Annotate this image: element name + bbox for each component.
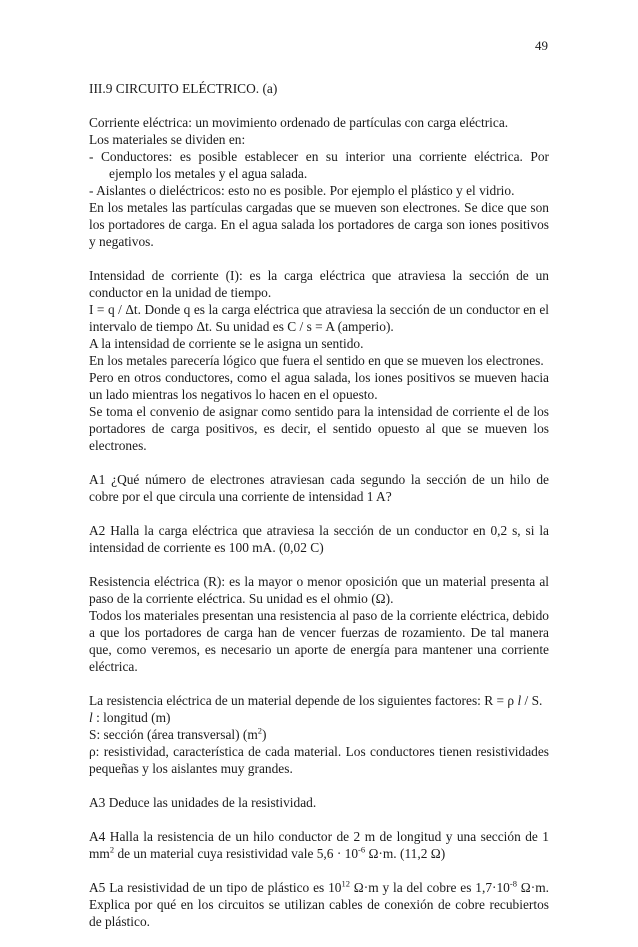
section-text-end: ) bbox=[262, 727, 267, 742]
paragraph-intensity bbox=[89, 267, 549, 454]
paragraph-resistivity bbox=[89, 692, 549, 777]
section-definition bbox=[89, 726, 549, 743]
formula-text: La resistencia eléctrica de un material depende de los siguientes factores: R = ρ bbox=[89, 693, 518, 708]
activity-a1: A1 ¿Qué número de electrones atraviesan cada segundo la sección de un hilo de cobre por el que circula una corriente de intensidad 1 A? bbox=[89, 472, 549, 504]
metals-direction: En los metales parecería lógico que fuera el sentido en que se mueven los electrones. bbox=[89, 353, 544, 368]
direction-convention: Se toma el convenio de asignar como sentido para la intensidad de corriente el de los portadores de carga positivos, es decir, el sentido opuesto al que se mueven los electrones. bbox=[89, 404, 549, 453]
a4-text-mid: de un material cuya resistividad vale 5,6 · 10 bbox=[114, 846, 359, 861]
bullet-insulators: - Aislantes o dieléctricos: esto no es posible. Por ejemplo el plástico y el vidrio. bbox=[89, 183, 515, 198]
length-symbol: l bbox=[89, 710, 93, 725]
a5-text-mid: Ω·m y la del cobre es 1,7·10 bbox=[349, 880, 510, 895]
section-text: S: sección (área transversal) (m bbox=[89, 727, 258, 742]
materials-intro: Los materiales se dividen en: bbox=[89, 132, 246, 147]
activity-a5 bbox=[89, 879, 549, 930]
section-heading: III.9 CIRCUITO ELÉCTRICO. (a) bbox=[89, 81, 278, 96]
bullet-conductors: - Conductores: es posible establecer en su interior una corriente eléctrica. Por ejemplo los metales y el agua salada. bbox=[89, 149, 549, 181]
a5-text-end: Ω·m. Explica por qué en los circuitos se utilizan cables de conexión de cobre recubiertos de plástico. bbox=[89, 880, 549, 929]
resistance-explanation: Todos los materiales presentan una resistencia al paso de la corriente eléctrica, debido a que los portadores de carga han de vencer fuerzas de rozamiento. De tal manera que, como veremos, es necesario un aporte de energía para mantener una corriente eléctrica. bbox=[89, 608, 549, 674]
length-text: : longitud (m) bbox=[92, 710, 171, 725]
a5-text: A5 La resistividad de un tipo de plástico es 10 bbox=[89, 880, 342, 895]
activity-a2: A2 Halla la carga eléctrica que atraviesa la sección de un conductor en 0,2 s, si la intensidad de corriente es 100 mA. (0,02 C) bbox=[89, 523, 549, 555]
page-content bbox=[89, 80, 549, 947]
intensity-direction: A la intensidad de corriente se le asigna un sentido. bbox=[89, 336, 364, 351]
formula-length-symbol: l bbox=[517, 693, 522, 708]
definition-current: Corriente eléctrica: un movimiento ordenado de partículas con carga eléctrica. bbox=[89, 115, 509, 130]
paragraph-current bbox=[89, 114, 549, 250]
activity-a4 bbox=[89, 828, 549, 862]
a4-exponent-1: 2 bbox=[109, 844, 115, 855]
intensity-formula: I = q / Δt. Donde q es la carga eléctrica que atraviesa la sección de un conductor en el intervalo de tiempo Δt. Su unidad es C / s = A (amperio). bbox=[89, 302, 549, 334]
a5-exponent-2: -8 bbox=[509, 878, 517, 889]
page-number: 49 bbox=[535, 38, 548, 53]
length-definition bbox=[89, 709, 549, 726]
definition-resistance: Resistencia eléctrica (R): es la mayor o menor oposición que un material presenta al paso de la corriente eléctrica. Su unidad es el ohmio (Ω). bbox=[89, 574, 549, 606]
section-exponent: 2 bbox=[257, 725, 263, 736]
a4-text: A4 Halla la resistencia de un hilo conductor de 2 m de longitud y una sección de 1 mm bbox=[89, 829, 549, 861]
a4-exponent-2: -6 bbox=[358, 844, 366, 855]
a5-exponent-1: 12 bbox=[341, 878, 350, 889]
definition-intensity: Intensidad de corriente (I): es la carga eléctrica que atraviesa la sección de un conductor en la unidad de tiempo. bbox=[89, 268, 549, 300]
activity-a3: A3 Deduce las unidades de la resistividad. bbox=[89, 795, 317, 810]
other-conductors: Pero en otros conductores, como el agua salada, los iones positivos se mueven hacia un lado mientras los negativos lo hacen en el opuesto. bbox=[89, 370, 549, 402]
charge-carriers-text: En los metales las partículas cargadas que se mueven son electrones. Se dice que son los portadores de carga. En el agua salada los portadores de carga son iones positivos y negativos. bbox=[89, 200, 549, 249]
resistance-formula bbox=[89, 692, 549, 709]
a4-text-end: Ω·m. (11,2 Ω) bbox=[365, 846, 446, 861]
paragraph-resistance bbox=[89, 573, 549, 675]
formula-text-end: / S. bbox=[521, 693, 543, 708]
resistivity-definition: ρ: resistividad, característica de cada material. Los conductores tienen resistividades pequeñas y los aislantes muy grandes. bbox=[89, 744, 549, 776]
